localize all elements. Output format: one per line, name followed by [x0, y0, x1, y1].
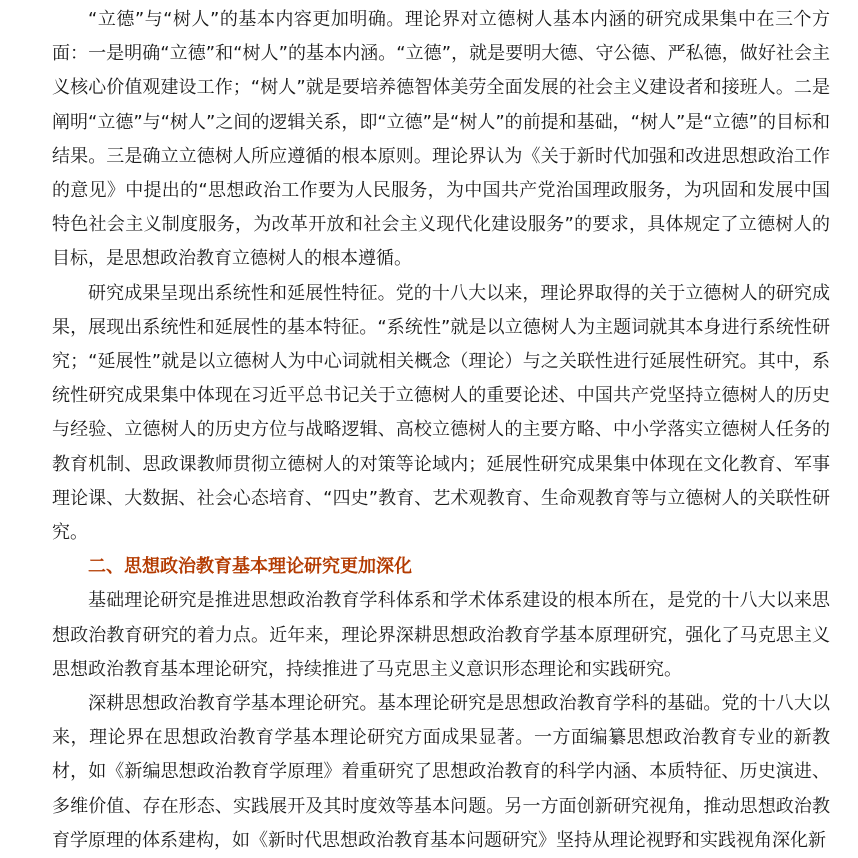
paragraph-basic-theory-research: 基础理论研究是推进思想政治教育学科体系和学术体系建设的根本所在，是党的十八大以来思想政治教育研究的着力点。近年来，理论界深耕思想政治教育学基本原理研究，强化了马克思主义思想政治教育基本理论研究，持续推进了马克思主义意识形态理论和实践研究。 — [52, 590, 830, 680]
article-body — [52, 3, 830, 858]
paragraph-deepen-theory-research: 深耕思想政治教育学基本理论研究。基本理论研究是思想政治教育学科的基础。党的十八大以来，理论界在思想政治教育学基本理论研究方面成果显著。一方面编纂思想政治教育专业的新教材，如《新编思想政治教育学原理》着重研究了思想政治教育的科学内涵、本质特征、历史演进、多维价值、存在形态、实践展开及其时度效等基本问题。另一方面创新研究视角，推动思想政治教育学原理的体系建构，如《新时代思想政治教育基本问题研究》坚持从理论视野和实践视角深化新 — [52, 693, 830, 851]
paragraph-lide-shuren-content: “立德”与“树人”的基本内容更加明确。理论界对立德树人基本内涵的研究成果集中在三个方面：一是明确“立德”和“树人”的基本内涵。“立德”，就是要明大德、守公德、严私德，做好社会主义核心价值观建设工作；“树人”就是要培养德智体美劳全面发展的社会主义建设者和接班人。二是阐明“立德”与“树人”之间的逻辑关系，即“立德”是“树人”的前提和基础，“树人”是“立德”的目标和结果。三是确立立德树人所应遵循的根本原则。理论界认为《关于新时代加强和改进思想政治工作的意见》中提出的“思想政治工作要为人民服务，为中国共产党治国理政服务，为巩固和发展中国特色社会主义制度服务，为改革开放和社会主义现代化建设服务”的要求，具体规定了立德树人的目标，是思想政治教育立德树人的根本遵循。 — [52, 9, 830, 270]
paragraph-research-characteristics: 研究成果呈现出系统性和延展性特征。党的十八大以来，理论界取得的关于立德树人的研究成果，展现出系统性和延展性的基本特征。“系统性”就是以立德树人为主题词就其本身进行系统性研究；“延展性”就是以立德树人为中心词就相关概念（理论）与之关联性进行延展性研究。其中，系统性研究成果集中体现在习近平总书记关于立德树人的重要论述、中国共产党坚持立德树人的历史与经验、立德树人的历史方位与战略逻辑、高校立德树人的主要方略、中小学落实立德树人任务的教育机制、思政课教师贯彻立德树人的对策等论域内；延展性研究成果集中体现在文化教育、军事理论课、大数据、社会心态培育、“四史”教育、艺术观教育、生命观教育等与立德树人的关联性研究。 — [52, 282, 830, 544]
section-heading: 二、思想政治教育基本理论研究更加深化 — [88, 556, 412, 578]
